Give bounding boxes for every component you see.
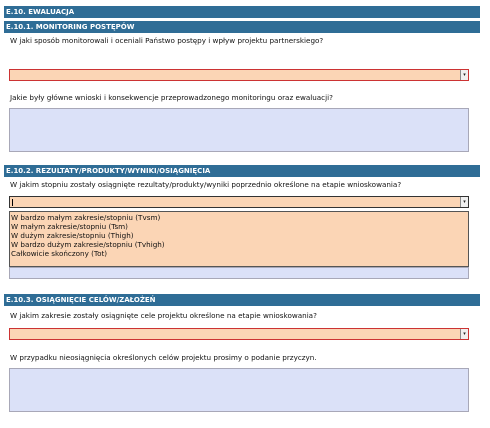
goals-header: E.10.3. OSIĄGNIĘCIE CELÓW/ZAŁOŻEŃ xyxy=(4,294,480,306)
dropdown-arrow-icon[interactable]: ▾ xyxy=(460,197,468,207)
monitoring-dropdown[interactable] xyxy=(9,69,469,81)
monitoring-header: E.10.1. MONITORING POSTĘPÓW xyxy=(4,21,480,33)
goals-question-1: W jakim zakresie zostały osiągnięte cele projektu określone na etapie wnioskowania? xyxy=(10,311,317,320)
text-cursor xyxy=(12,199,13,206)
monitoring-question-2: Jakie były główne wnioski i konsekwencje przeprowadzonego monitoringu oraz ewaluacji? xyxy=(10,93,333,102)
section-header: E.10. EWALUACJA xyxy=(4,6,480,18)
dropdown-arrow-icon[interactable]: ▾ xyxy=(460,70,468,80)
results-option[interactable]: W bardzo dużym zakresie/stopniu (Tvhigh) xyxy=(11,240,165,249)
results-dropdown[interactable] xyxy=(9,196,469,208)
results-textarea[interactable] xyxy=(9,267,469,279)
monitoring-conclusions-textarea[interactable] xyxy=(9,108,469,152)
results-option[interactable]: W dużym zakresie/stopniu (Thigh) xyxy=(11,231,134,240)
results-option[interactable]: W małym zakresie/stopniu (Tsm) xyxy=(11,222,128,231)
results-header: E.10.2. REZULTATY/PRODUKTY/WYNIKI/OSIĄGNIĘCIA xyxy=(4,165,480,177)
goals-question-2: W przypadku nieosiągnięcia określonych celów projektu prosimy o podanie przyczyn. xyxy=(10,353,317,362)
results-option[interactable]: W bardzo małym zakresie/stopniu (Tvsm) xyxy=(11,213,161,222)
monitoring-question-1: W jaki sposób monitorowali i oceniali Państwo postępy i wpływ projektu partnerskiego? xyxy=(10,36,324,45)
results-option[interactable]: Całkowicie skończony (Tot) xyxy=(11,249,108,258)
goals-reasons-textarea[interactable] xyxy=(9,368,469,412)
results-question-1: W jakim stopniu zostały osiągnięte rezultaty/produkty/wyniki poprzednio określone na etapie wnioskowania? xyxy=(10,180,402,189)
dropdown-arrow-icon[interactable]: ▾ xyxy=(460,329,468,339)
goals-dropdown[interactable] xyxy=(9,328,469,340)
results-options-list xyxy=(9,211,469,267)
